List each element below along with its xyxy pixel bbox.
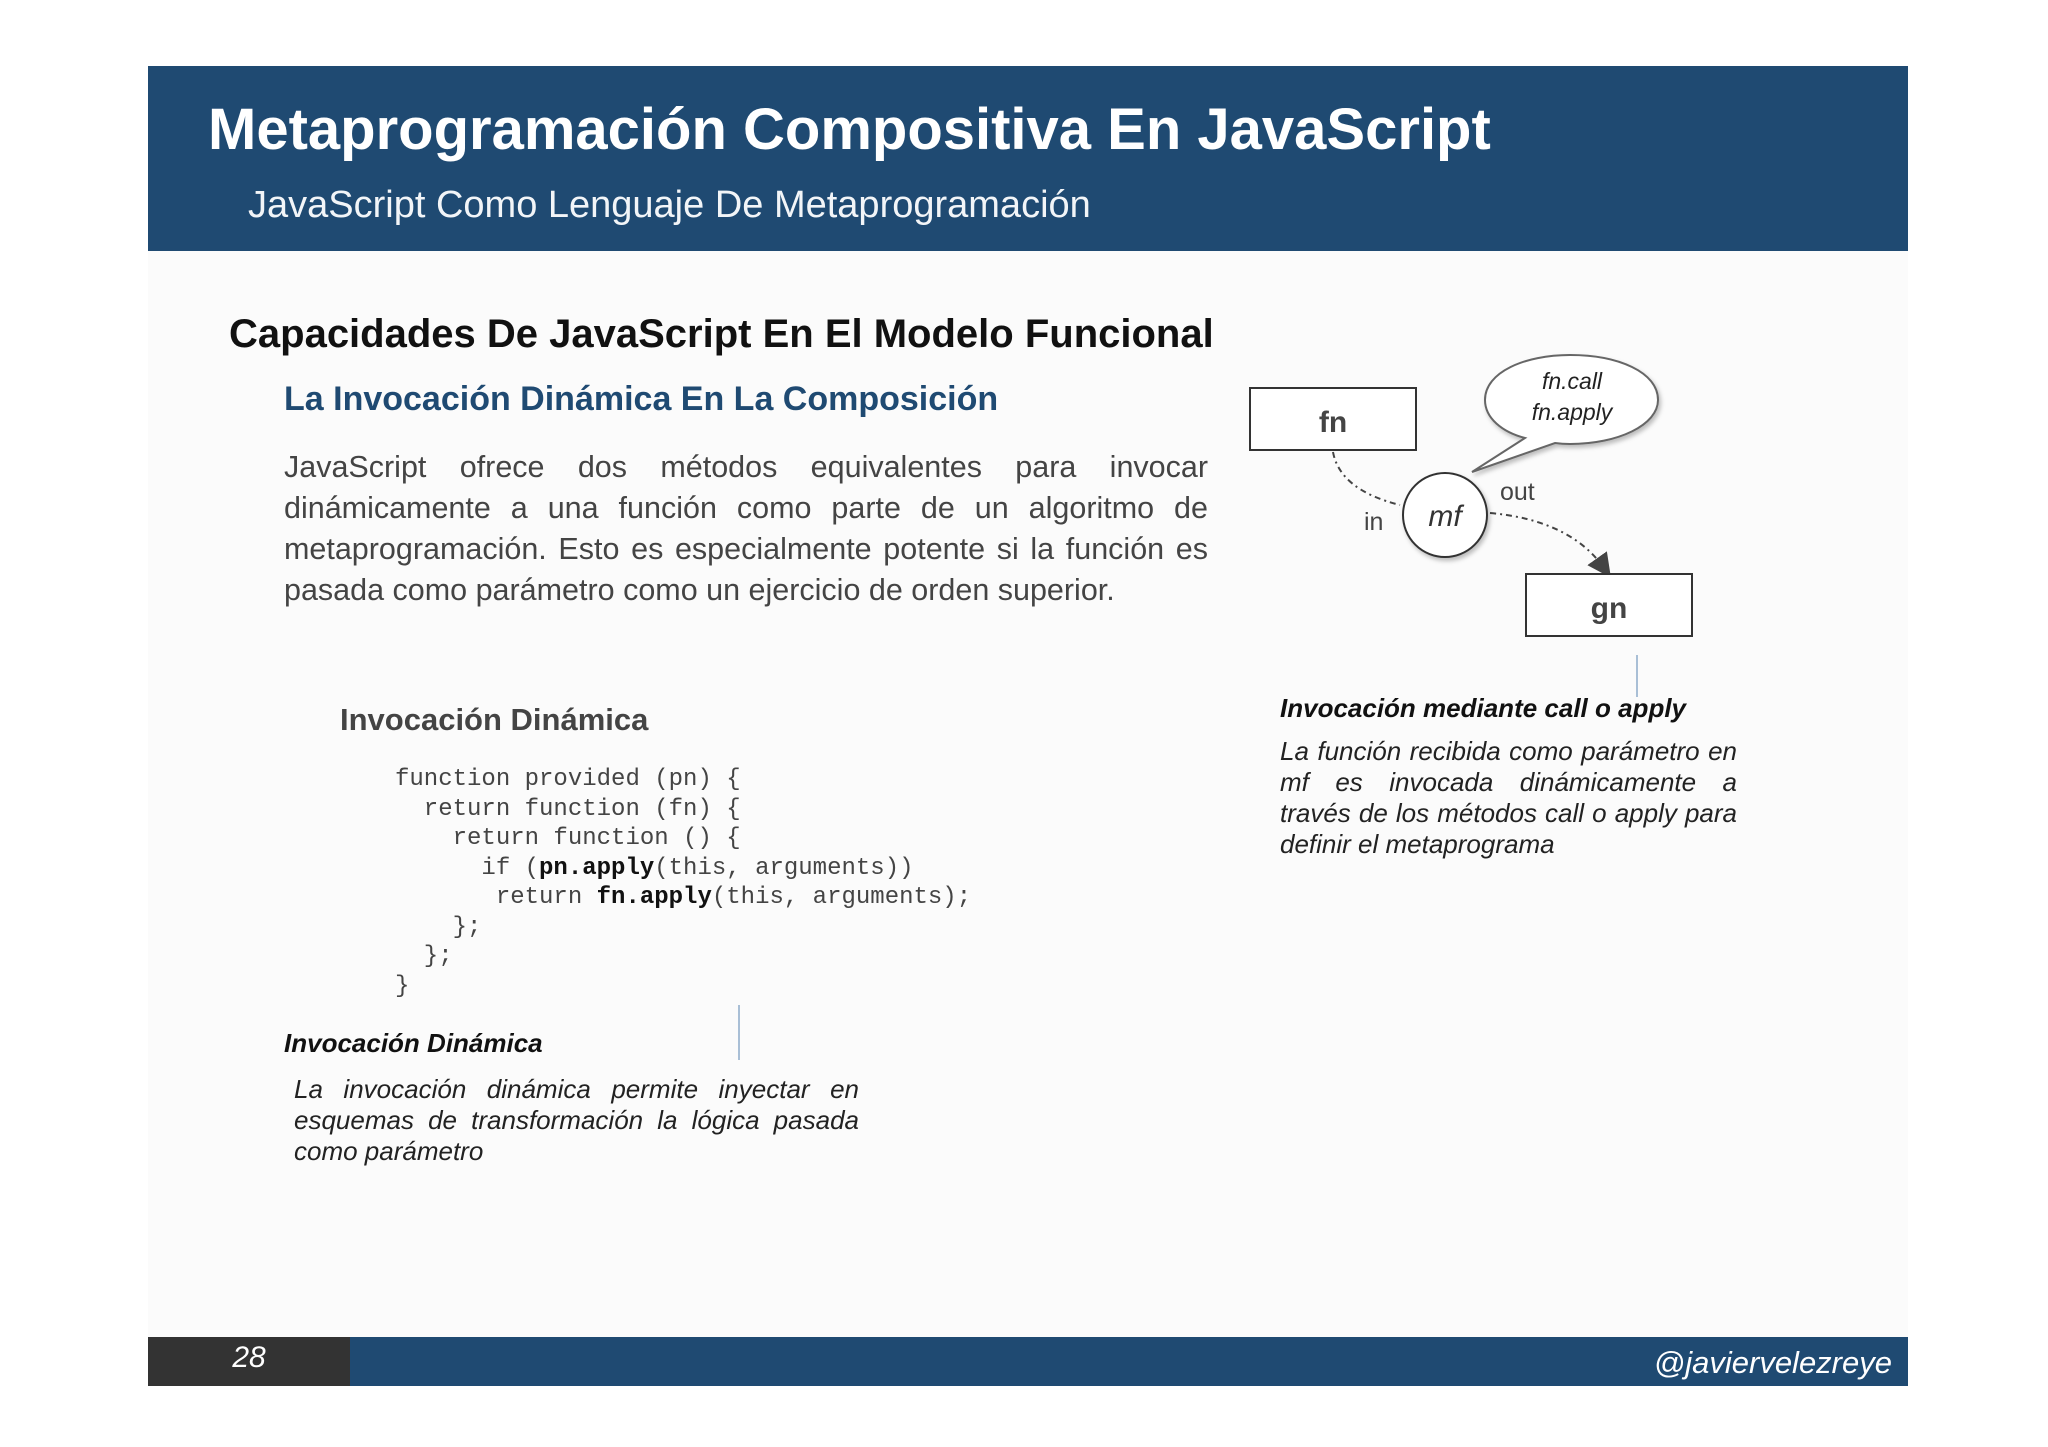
code-line: };	[395, 943, 453, 970]
composition-diagram	[1240, 350, 1720, 650]
author-handle: @javiervelezreye	[1653, 1345, 1892, 1380]
code-line: return function (fn) {	[395, 795, 741, 823]
code-line: }	[395, 972, 410, 1000]
slide-header	[148, 66, 1908, 251]
page-number-box	[148, 1337, 350, 1386]
section-heading: Capacidades De JavaScript En El Modelo Funcional	[229, 312, 1214, 356]
node-mf-label: mf	[1428, 500, 1462, 533]
note-right-connector	[1636, 655, 1638, 697]
code-line: function provided (pn) {	[395, 766, 741, 793]
slide-title: Metaprogramación Compositiva En JavaScript	[208, 97, 1491, 162]
note-right-title: Invocación mediante call o apply	[1280, 693, 1687, 723]
code-block	[395, 765, 971, 1001]
code-title: Invocación Dinámica	[340, 702, 649, 737]
code-line: if (	[395, 854, 540, 882]
section-subheading: La Invocación Dinámica En La Composición	[284, 380, 999, 418]
code-keyword-pn-apply: pn.apply	[539, 854, 655, 882]
label-out: out	[1500, 478, 1535, 506]
edge-mf-to-gn	[1490, 513, 1604, 568]
note-left-title: Invocación Dinámica	[284, 1028, 543, 1058]
edge-fn-to-mf	[1333, 452, 1400, 505]
slide-footer	[148, 1337, 1908, 1386]
code-line: (this, arguments);	[711, 884, 972, 911]
note-left-text: La invocación dinámica permite inyectar en esquemas de transformación la lógica pasada como parámetro	[294, 1074, 859, 1166]
bubble-line-2: fn.apply	[1531, 399, 1613, 425]
code-line: };	[395, 913, 482, 941]
slide-subtitle: JavaScript Como Lenguaje De Metaprogramación	[248, 184, 1091, 226]
code-line: return function () {	[395, 825, 741, 852]
page-number: 28	[232, 1341, 266, 1374]
code-line: (this, arguments))	[654, 854, 914, 882]
code-line: return	[395, 884, 597, 911]
box-gn-label: gn	[1590, 592, 1628, 625]
bubble-line-1: fn.call	[1541, 368, 1603, 394]
section-paragraph: JavaScript ofrece dos métodos equivalentes para invocar dinámicamente a una función como parte de un algoritmo de metaprogramación. Esto es especialmente potente si la función es pasada como parámetro como un ejercicio de orden superior.	[284, 450, 1208, 607]
note-right-text: La función recibida como parámetro en mf es invocada dinámicamente a través de los métodos call o apply para definir el metaprograma	[1280, 736, 1737, 859]
box-fn-label: fn	[1318, 406, 1348, 439]
label-in: in	[1364, 508, 1384, 536]
note-left-connector	[738, 1005, 740, 1060]
code-keyword-fn-apply: fn.apply	[596, 884, 712, 911]
